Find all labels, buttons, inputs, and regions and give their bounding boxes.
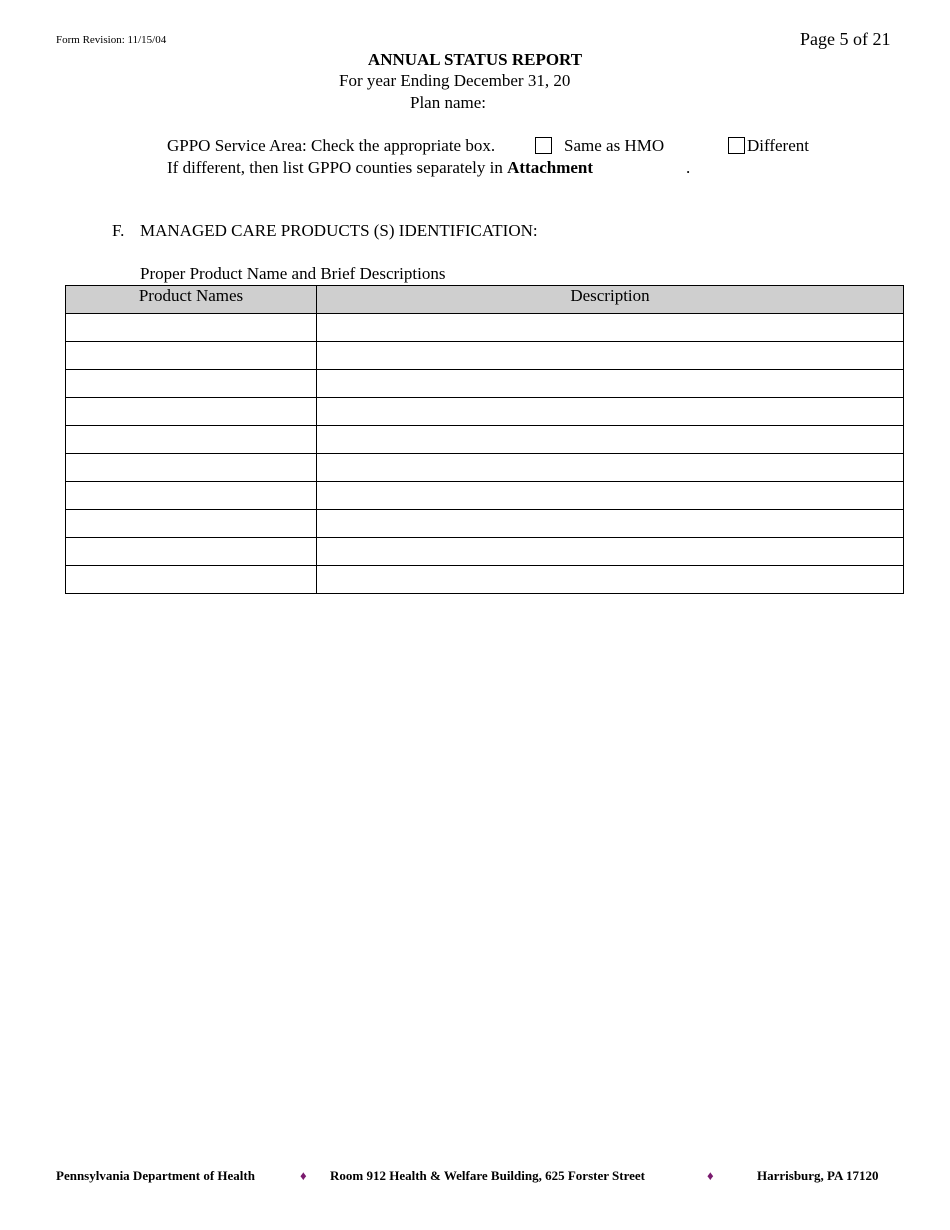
if-different-instruction	[167, 158, 593, 178]
product-name-cell[interactable]	[66, 510, 317, 538]
description-cell[interactable]	[317, 454, 904, 482]
footer-bullet-icon: ♦	[300, 1168, 307, 1183]
description-cell[interactable]	[317, 398, 904, 426]
description-cell[interactable]	[317, 342, 904, 370]
table-row	[66, 426, 904, 454]
table-row	[66, 398, 904, 426]
table-row	[66, 454, 904, 482]
gppo-service-area-text: GPPO Service Area: Check the appropriate box.	[167, 136, 496, 155]
footer-address: Room 912 Health & Welfare Building, 625 Forster Street	[330, 1168, 645, 1183]
product-name-cell[interactable]	[66, 482, 317, 510]
description-cell[interactable]	[317, 510, 904, 538]
product-name-cell[interactable]	[66, 314, 317, 342]
if-different-text: If different, then list GPPO counties separately in	[167, 158, 508, 177]
description-cell[interactable]	[317, 538, 904, 566]
table-row	[66, 314, 904, 342]
product-name-cell[interactable]	[66, 454, 317, 482]
description-cell[interactable]	[317, 426, 904, 454]
description-cell[interactable]	[317, 482, 904, 510]
table-row	[66, 510, 904, 538]
report-title: ANNUAL STATUS REPORT	[367, 50, 583, 69]
same-as-hmo-label: Same as HMO	[564, 136, 665, 155]
same-as-hmo-checkbox[interactable]	[535, 137, 552, 154]
product-name-cell[interactable]	[66, 538, 317, 566]
different-label: Different	[747, 136, 809, 155]
attachment-label: Attachment	[507, 158, 594, 177]
section-letter: F.	[112, 221, 125, 240]
table-row	[66, 370, 904, 398]
product-name-cell[interactable]	[66, 398, 317, 426]
footer-bullet-icon: ♦	[707, 1168, 714, 1183]
table-row	[66, 538, 904, 566]
different-checkbox[interactable]	[728, 137, 745, 154]
footer-department: Pennsylvania Department of Health	[56, 1168, 255, 1183]
attachment-period: .	[686, 158, 691, 177]
product-name-cell[interactable]	[66, 342, 317, 370]
column-header-description: Description	[317, 286, 904, 314]
description-cell[interactable]	[317, 370, 904, 398]
column-header-product-names: Product Names	[66, 286, 317, 314]
description-cell[interactable]	[317, 566, 904, 594]
product-name-cell[interactable]	[66, 370, 317, 398]
plan-name-label: Plan name:	[410, 93, 487, 112]
section-title: MANAGED CARE PRODUCTS (S) IDENTIFICATION:	[140, 221, 538, 240]
table-row	[66, 566, 904, 594]
description-cell[interactable]	[317, 314, 904, 342]
table-caption: Proper Product Name and Brief Descriptions	[140, 264, 446, 283]
page-number: Page 5 of 21	[800, 29, 891, 49]
year-ending-line: For year Ending December 31, 20	[339, 71, 571, 90]
table-header-row	[66, 286, 904, 314]
table-row	[66, 482, 904, 510]
product-name-cell[interactable]	[66, 566, 317, 594]
table-row	[66, 342, 904, 370]
section-f-heading	[112, 221, 538, 241]
product-name-cell[interactable]	[66, 426, 317, 454]
products-table	[65, 285, 904, 594]
footer-city: Harrisburg, PA 17120	[757, 1168, 879, 1183]
form-revision: Form Revision: 11/15/04	[56, 34, 167, 46]
